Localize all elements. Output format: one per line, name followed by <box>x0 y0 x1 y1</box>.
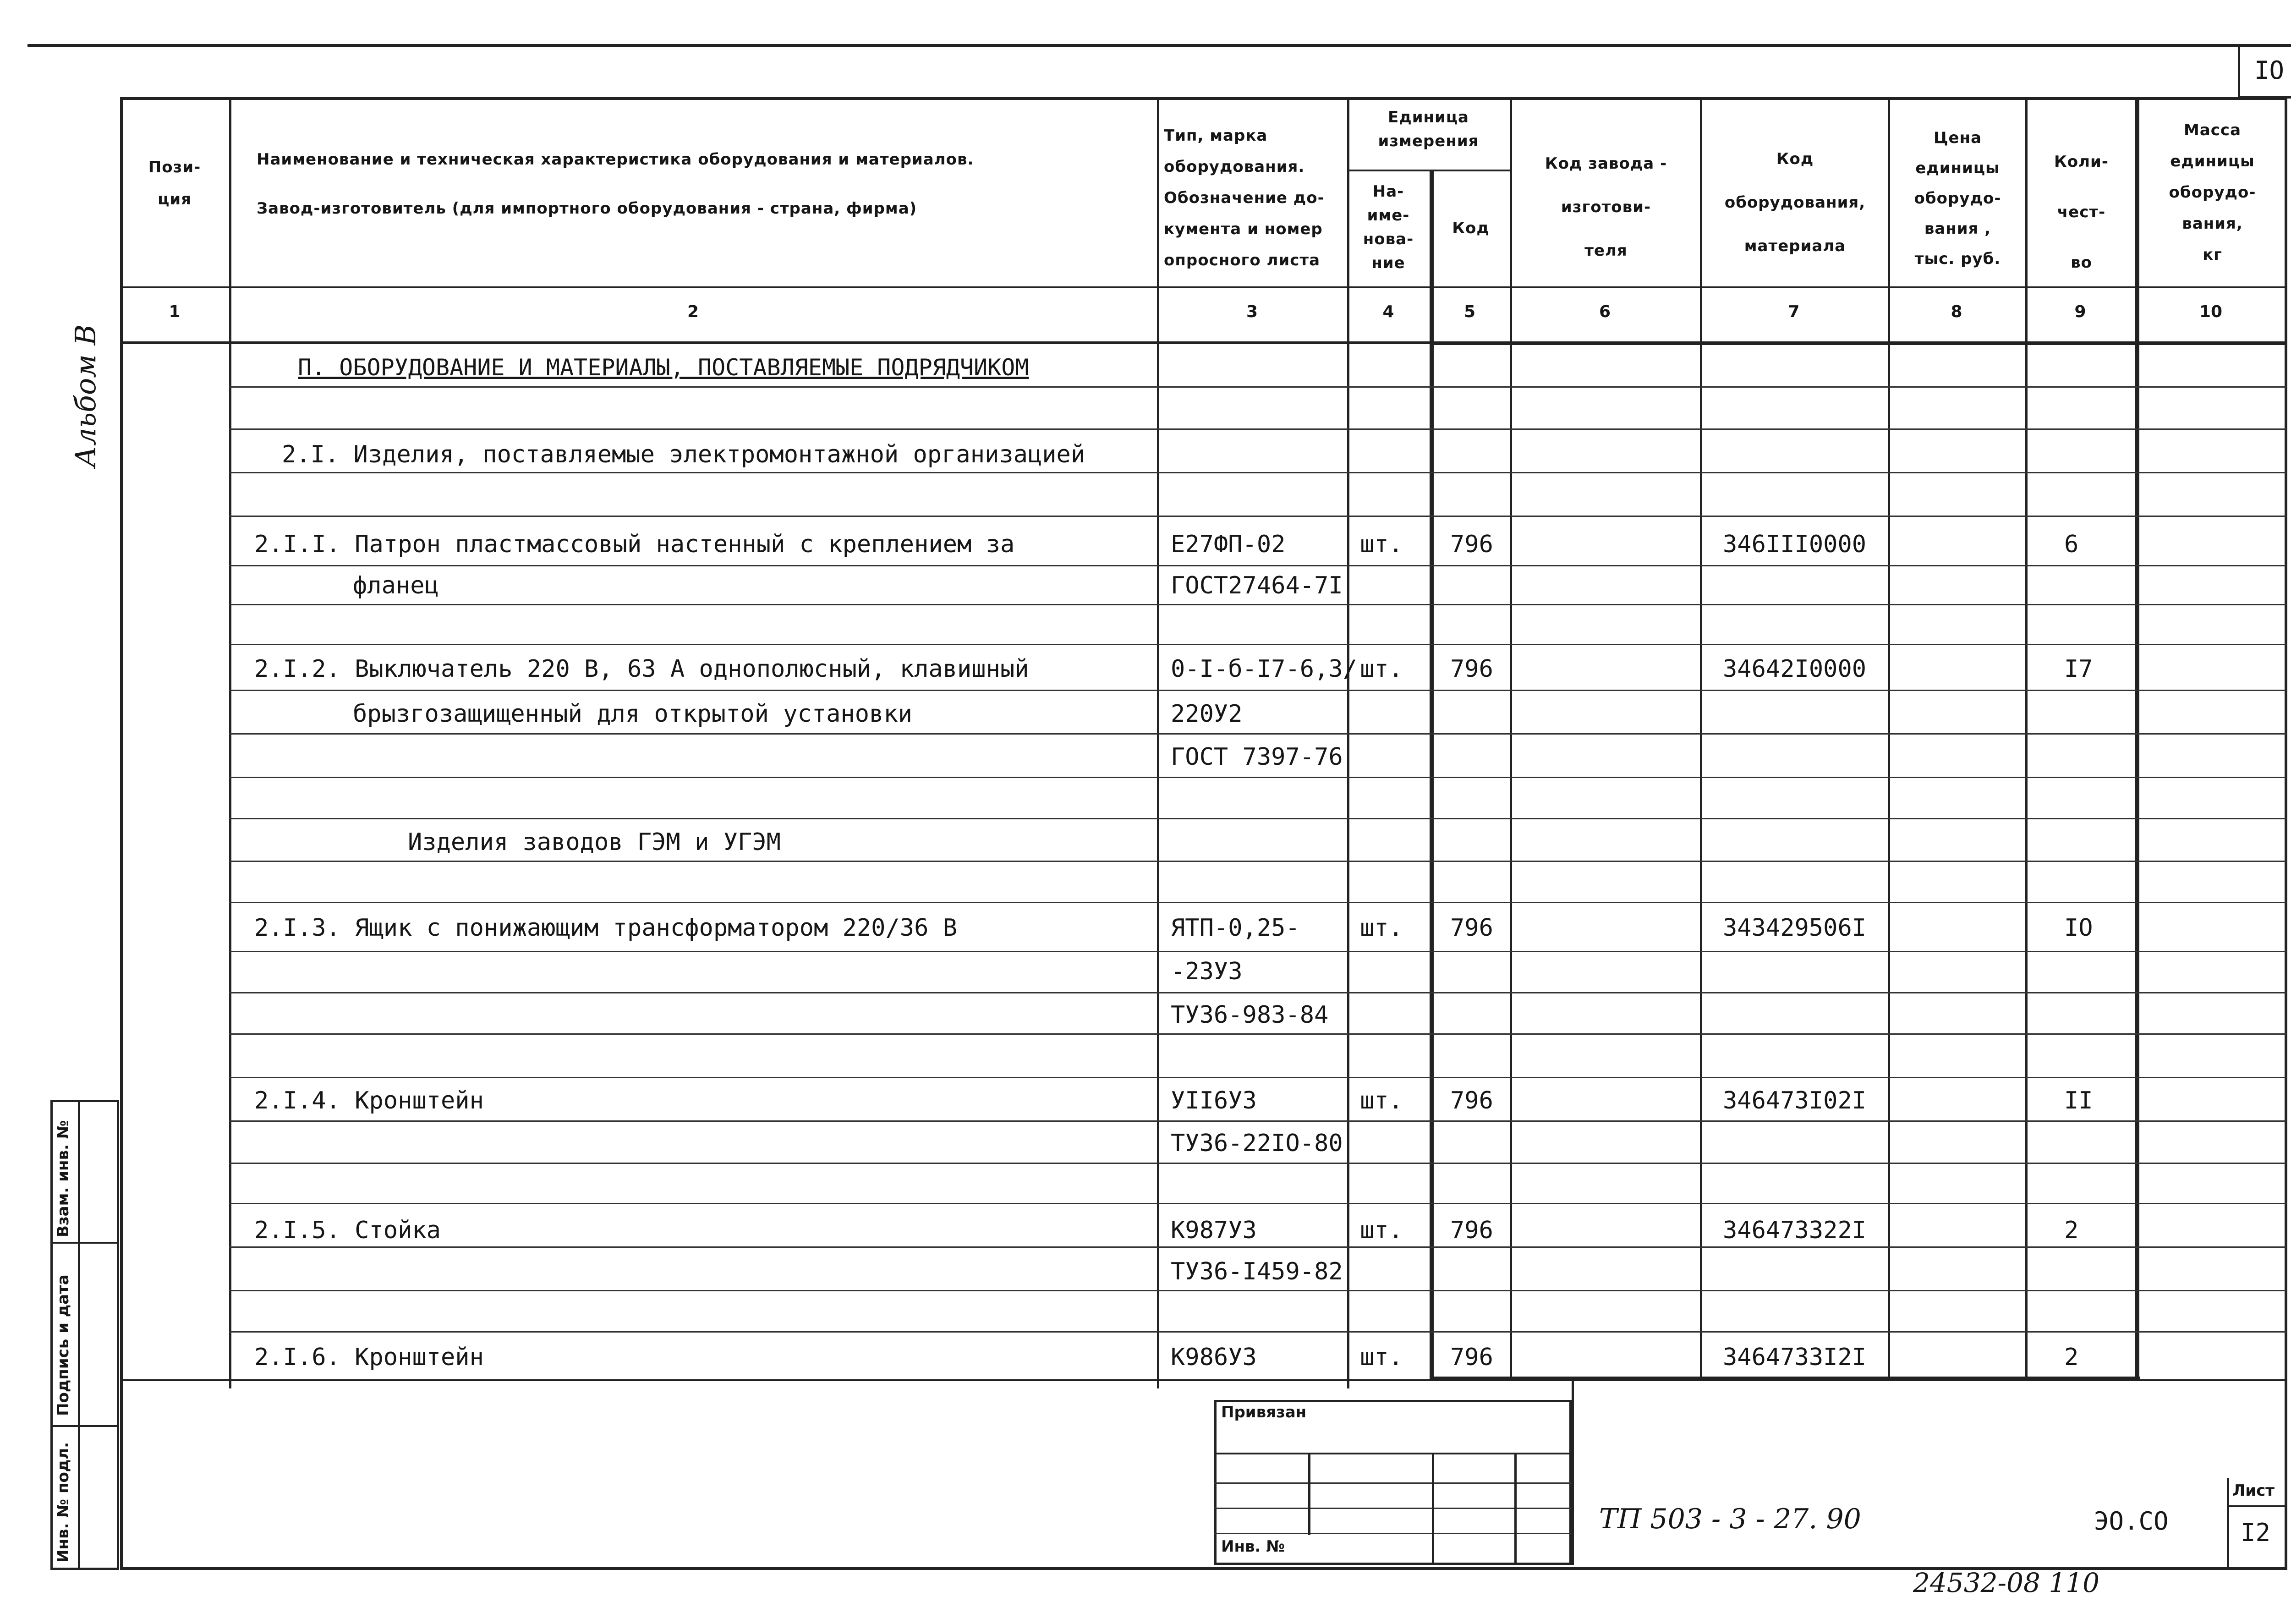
bound-line <box>1214 1508 1572 1509</box>
top-rule <box>27 44 2291 47</box>
row-line <box>229 1033 2286 1035</box>
item-5-type: К987У3 <box>1171 1217 1257 1244</box>
subsection-title: 2.I. Изделия, поставляемые электромонтажной организацией <box>282 441 1085 468</box>
item-6-qty: 2 <box>2064 1344 2079 1371</box>
section-title: П. ОБОРУДОВАНИЕ И МАТЕРИАЛЫ, ПОСТАВЛЯЕМЫЕ ПОДРЯДЧИКОМ <box>298 354 1029 381</box>
item-2-name-cont: брызгозащищенный для открытой установки <box>353 700 912 728</box>
item-4-type: УII6У3 <box>1171 1087 1257 1114</box>
hdr-type: Тип, марка оборудования. Обозначение до- кумента и номер опросного листа <box>1164 126 1325 269</box>
bound-col <box>1432 1453 1434 1565</box>
col-line <box>2135 97 2139 1378</box>
inv-label: Инв. № <box>1221 1537 1285 1556</box>
row-line <box>229 516 2286 517</box>
row-line <box>229 1077 2286 1078</box>
col-line <box>1888 97 1890 1378</box>
hdr-mass: Масса единицы оборудо- вания, кг <box>2169 121 2256 264</box>
title-divider <box>1572 1379 1574 1565</box>
item-1-type: Е27ФП-02 <box>1171 531 1286 558</box>
hdr-equipment-code: Код оборудования, материала <box>1724 150 1866 255</box>
item-3-unit: шт. <box>1360 914 1403 942</box>
colnum-10: 10 <box>2199 302 2223 321</box>
sheet-label: Лист <box>2232 1481 2275 1500</box>
colnum-4: 4 <box>1382 302 1394 321</box>
colnum-7: 7 <box>1788 302 1800 321</box>
row-line <box>229 386 2286 388</box>
item-5-unit: шт. <box>1360 1217 1403 1244</box>
colnum-6: 6 <box>1599 302 1611 321</box>
hdr-unit-group: Единица измерения <box>1378 108 1479 150</box>
sheet-corner-number: IO <box>2254 56 2285 85</box>
bound-label: Привязан <box>1221 1403 1307 1421</box>
unit-group-line <box>1347 170 1510 171</box>
col-line <box>1510 97 1512 1378</box>
item-6-unit: шт. <box>1360 1344 1403 1371</box>
bound-line <box>1214 1533 1572 1534</box>
item-3-type: ЯТП-0,25- <box>1171 914 1300 942</box>
row-line <box>229 690 2286 691</box>
section-code: ЭО.СО <box>2094 1507 2169 1536</box>
hdr-name-line1: Наименование и техническая характеристика оборудования и материалов. <box>257 150 974 169</box>
row-line <box>229 428 2286 430</box>
bound-col <box>1514 1453 1517 1565</box>
row-line <box>229 1290 2286 1291</box>
item-1-name-cont: фланец <box>353 572 439 599</box>
hdr-quantity: Коли- чест- во <box>2054 153 2109 272</box>
row-line <box>229 565 2286 566</box>
item-1-type-doc: ГОСТ27464-7I <box>1171 572 1343 599</box>
hdr-maker-code: Код завода - изготови- теля <box>1545 154 1667 260</box>
colnum-3: 3 <box>1246 302 1258 321</box>
colnum-9: 9 <box>2074 302 2086 321</box>
col-line <box>1347 97 1349 1388</box>
row-line <box>229 777 2286 778</box>
side-inv-vzam: Взам. инв. № <box>54 1120 72 1237</box>
item-6-eq-code: 3464733I2I <box>1723 1344 1867 1371</box>
item-2-unit-code: 796 <box>1450 655 1493 683</box>
bound-line <box>1214 1453 1572 1454</box>
side-stamp-line <box>50 1242 119 1244</box>
item-2-unit: шт. <box>1360 655 1403 683</box>
row-line <box>229 733 2286 735</box>
item-5-name: 2.I.5. Стойка <box>254 1217 441 1244</box>
row-line <box>229 1331 2286 1333</box>
col-line <box>1157 97 1159 1388</box>
item-3-unit-code: 796 <box>1450 914 1493 942</box>
item-3-qty: IO <box>2064 914 2093 942</box>
row-line <box>229 1246 2286 1248</box>
colnum-5: 5 <box>1463 302 1476 321</box>
row-line <box>229 472 2286 473</box>
archive-number: 24532-08 110 <box>1913 1567 2100 1598</box>
side-signature-date: Подпись и дата <box>54 1274 72 1416</box>
row-line <box>229 1120 2286 1122</box>
item-4-type-doc: ТУ36-22IO-80 <box>1171 1130 1343 1157</box>
item-2-qty: I7 <box>2064 655 2093 683</box>
item-3-type-doc: ТУ36-983-84 <box>1171 1001 1329 1029</box>
hdr-unit-code: Код <box>1452 219 1490 237</box>
item-5-unit-code: 796 <box>1450 1217 1493 1244</box>
col-line <box>1700 97 1702 1378</box>
hdr-name-line2: Завод-изготовитель (для импортного оборудования - страна, фирма) <box>257 199 917 218</box>
row-line <box>229 604 2286 605</box>
side-stamp-divider <box>78 1100 80 1570</box>
bound-col <box>1308 1453 1310 1535</box>
hdr-price: Цена единицы оборудо- вания , тыс. руб. <box>1914 129 2001 268</box>
row-line <box>229 902 2286 903</box>
row-line <box>229 951 2286 952</box>
row-line <box>229 818 2286 819</box>
row-line <box>229 861 2286 862</box>
colnum-1: 1 <box>169 302 181 321</box>
body-top-thick <box>1430 341 2286 345</box>
item-2-name: 2.I.2. Выключатель 220 В, 63 А однополюсный, клавишный <box>254 655 1029 683</box>
item-5-type-doc: ТУ36-I459-82 <box>1171 1258 1343 1285</box>
group-title: Изделия заводов ГЭМ и УГЭМ <box>408 828 781 856</box>
item-5-qty: 2 <box>2064 1217 2079 1244</box>
col-line <box>229 97 231 1388</box>
col-line <box>2025 97 2028 1378</box>
item-4-unit-code: 796 <box>1450 1087 1493 1114</box>
header-bottom-line <box>120 286 2287 288</box>
item-3-type-2: -23У3 <box>1171 958 1243 985</box>
side-inv-podl: Инв. № подл. <box>54 1442 72 1563</box>
item-1-qty: 6 <box>2064 531 2079 558</box>
item-2-eq-code: 34642I0000 <box>1723 655 1867 683</box>
sheet-number: I2 <box>2241 1518 2271 1547</box>
row-line <box>229 1203 2286 1204</box>
item-1-unit: шт. <box>1360 531 1403 558</box>
item-3-eq-code: 343429506I <box>1723 914 1867 942</box>
sheet-box-line <box>2227 1505 2287 1507</box>
side-stamp-line <box>50 1425 119 1427</box>
item-2-type-doc: ГОСТ 7397-76 <box>1171 743 1343 771</box>
item-1-eq-code: 346III0000 <box>1723 531 1867 558</box>
item-5-eq-code: 346473322I <box>1723 1217 1867 1244</box>
hdr-position: Пози- ция <box>148 158 201 208</box>
item-2-type: 0-I-б-I7-6,3/ <box>1171 655 1357 683</box>
col-line <box>1430 170 1434 1377</box>
item-1-unit-code: 796 <box>1450 531 1493 558</box>
item-1-name: 2.I.I. Патрон пластмассовый настенный с креплением за <box>254 531 1015 558</box>
colnum-8: 8 <box>1951 302 1962 321</box>
colnum-2: 2 <box>687 302 699 321</box>
item-6-unit-code: 796 <box>1450 1344 1493 1371</box>
bound-line <box>1214 1482 1572 1484</box>
item-6-type: К986У3 <box>1171 1344 1257 1371</box>
item-4-eq-code: 346473I02I <box>1723 1087 1867 1114</box>
album-label: Альбом В <box>69 324 102 467</box>
row-line <box>229 644 2286 645</box>
item-4-qty: II <box>2064 1087 2093 1114</box>
row-line <box>229 1163 2286 1164</box>
hdr-unit-name: На- име- нова- ние <box>1363 182 1414 272</box>
item-3-name: 2.I.3. Ящик с понижающим трансформатором 220/36 В <box>254 914 958 942</box>
row-line <box>229 992 2286 993</box>
doc-code: ТП 503 - 3 - 27. 90 <box>1599 1503 1861 1535</box>
item-4-unit: шт. <box>1360 1087 1403 1114</box>
item-2-type-2: 220У2 <box>1171 700 1243 728</box>
item-6-name: 2.I.6. Кронштейн <box>254 1344 484 1371</box>
table-bottom-line <box>120 1379 2287 1381</box>
item-4-name: 2.I.4. Кронштейн <box>254 1087 484 1114</box>
